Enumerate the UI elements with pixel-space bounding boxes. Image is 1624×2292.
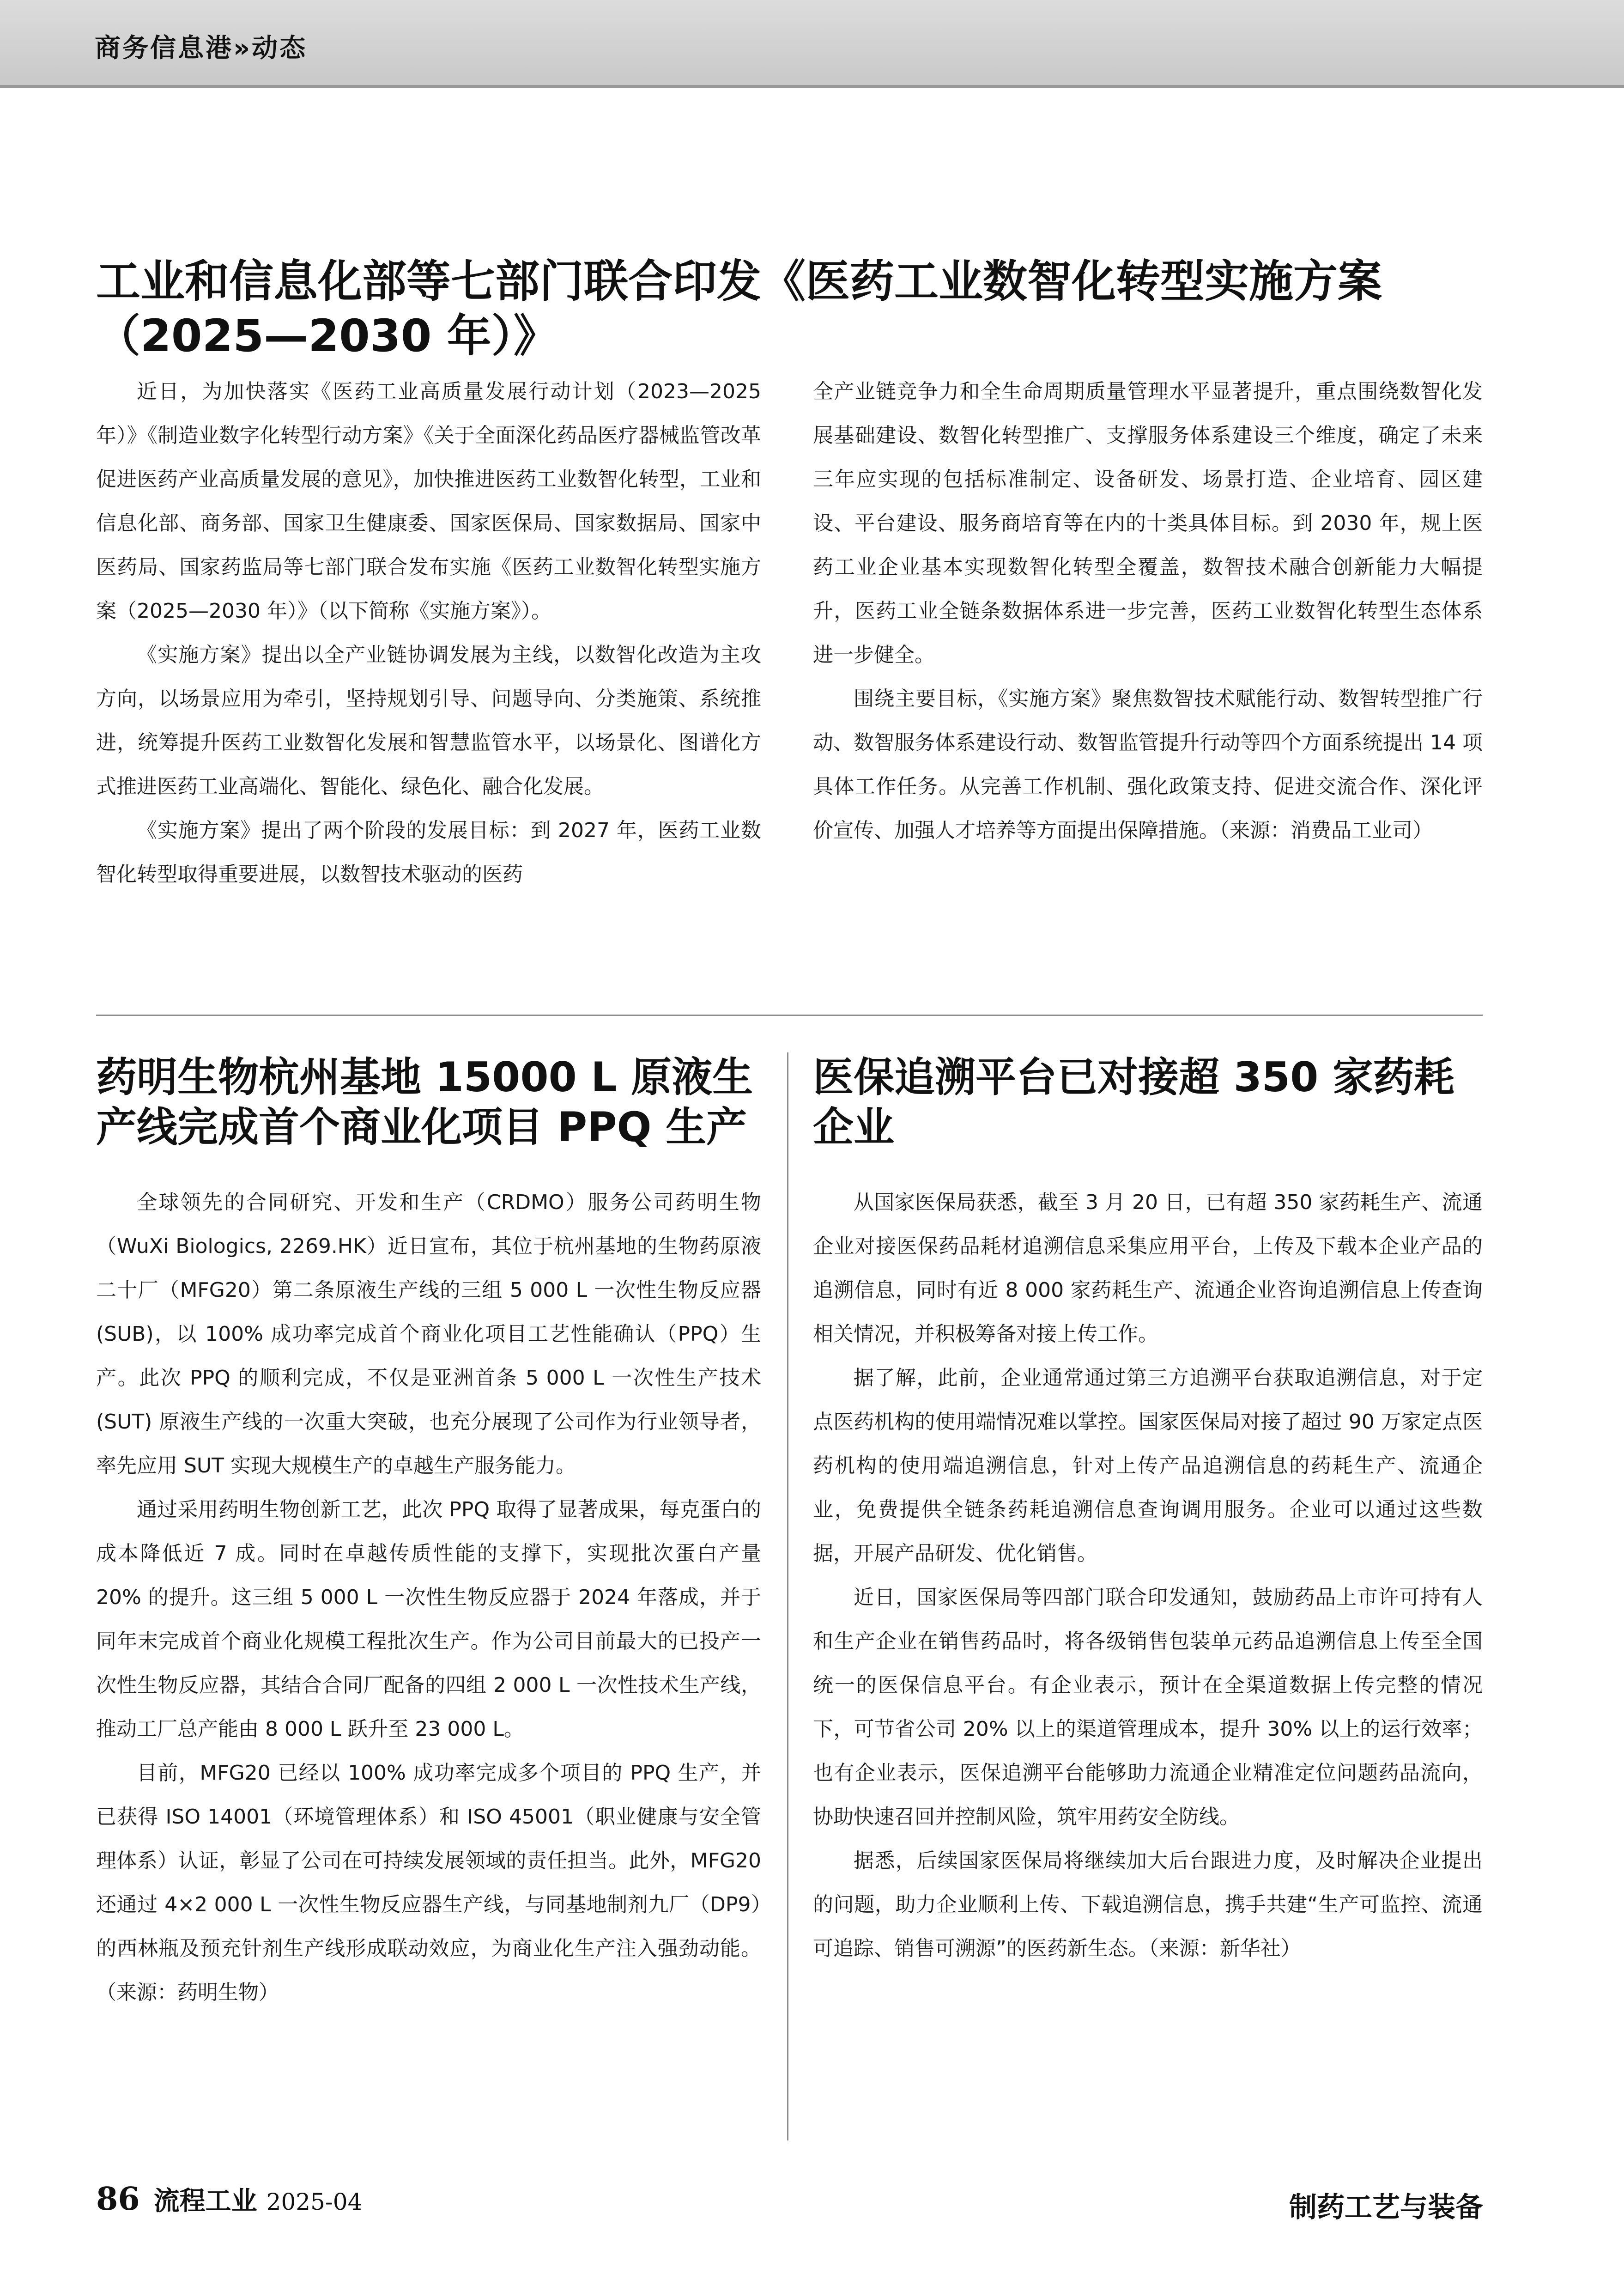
article1-right-column: [813, 370, 1483, 852]
article2-body: [96, 1180, 761, 2014]
footer-left: [96, 2181, 362, 2218]
paragraph: 全球领先的合同研究、开发和生产（CRDMO）服务公司药明生物（WuXi Biologics, 2269.HK）近日宣布，其位于杭州基地的生物药原液二十厂（MFG20）第二条原液生产线的三组 5 000 L 一次性生物反应器 (SUB)，以 100% 成功率完成首个商业化项目工艺性能确认（PPQ）生产。此次 PPQ 的顺利完成，不仅是亚洲首条 5 000 L 一次性生产技术 (SUT) 原液生产线的一次重大突破，也充分展现了公司作为行业领导者，率先应用 SUT 实现大规模生产的卓越生产服务能力。: [96, 1191, 761, 1477]
section-divider: [96, 1015, 1483, 1016]
article3-title: 医保追溯平台已对接超 350 家药耗企业: [813, 1053, 1454, 1151]
paragraph: 围绕主要目标，《实施方案》聚焦数智技术赋能行动、数智转型推广行动、数智服务体系建设行动、数智监管提升行动等四个方面系统提出 14 项具体工作任务。从完善工作机制、强化政策支持、促进交流合作、深化评价宣传、加强人才培养等方面提出保障措施。（来源：消费品工业司）: [813, 687, 1483, 842]
paragraph: 通过采用药明生物创新工艺，此次 PPQ 取得了显著成果，每克蛋白的成本降低近 7 成。同时在卓越传质性能的支撑下，实现批次蛋白产量 20% 的提升。这三组 5 000 L 一次性生物反应器于 2024 年落成，并于同年末完成首个商业化规模工程批次生产。作为公司目前最大的已投产一次性生物反应器，其结合合同厂配备的四组 2 000 L 一次性技术生产线，推动工厂总产能由 8 000 L 跃升至 23 000 L。: [96, 1498, 761, 1741]
paragraph: 近日，国家医保局等四部门联合印发通知，鼓励药品上市许可持有人和生产企业在销售药品时，将各级销售包装单元药品追溯信息上传至全国统一的医保信息平台。有企业表示，预计在全渠道数据上传完整的情况下，可节省公司 20% 以上的渠道管理成本，提升 30% 以上的运行效率；也有企业表示，医保追溯平台能够助力流通企业精准定位问题药品流向，协助快速召回并控制风险，筑牢用药安全防线。: [813, 1586, 1483, 1829]
page-number: 86: [96, 2181, 140, 2218]
paragraph: 目前，MFG20 已经以 100% 成功率完成多个项目的 PPQ 生产，并已获得 ISO 14001（环境管理体系）和 ISO 45001（职业健康与安全管理体系）认证，彰显了公司在可持续发展领域的责任担当。此外，MFG20 还通过 4×2 000 L 一次性生物反应器生产线，与同基地制剂九厂（DP9）的西林瓶及预充针剂生产线形成联动效应，为商业化生产注入强劲动能。（来源：药明生物）: [96, 1761, 761, 2004]
article1-title: 工业和信息化部等七部门联合印发《医药工业数智化转型实施方案（2025—2030 年）》: [96, 255, 1382, 362]
article2-title: 药明生物杭州基地 15000 L 原液生产线完成首个商业化项目 PPQ 生产: [96, 1053, 753, 1151]
section-label: 商务信息港»动态: [95, 33, 308, 63]
paragraph: 《实施方案》提出了两个阶段的发展目标：到 2027 年，医药工业数智化转型取得重要进展，以数智技术驱动的医药: [96, 819, 761, 886]
paragraph: 据了解，此前，企业通常通过第三方追溯平台获取追溯信息，对于定点医药机构的使用端情况难以掌控。国家医保局对接了超过 90 万家定点医药机构的使用端追溯信息，针对上传产品追溯信息的药耗生产、流通企业，免费提供全链条药耗追溯信息查询调用服务。企业可以通过这些数据，开展产品研发、优化销售。: [813, 1366, 1483, 1565]
footer-column-name: 制药工艺与装备: [1289, 2191, 1483, 2224]
paragraph: 近日，为加快落实《医药工业高质量发展行动计划（2023—2025 年）》《制造业数字化转型行动方案》《关于全面深化药品医疗器械监管改革促进医药产业高质量发展的意见》，加快推进医药工业数智化转型，工业和信息化部、商务部、国家卫生健康委、国家医保局、国家数据局、国家中医药局、国家药监局等七部门联合发布实施《医药工业数智化转型实施方案（2025—2030 年）》（以下简称《实施方案》）。: [96, 380, 761, 623]
paragraph: 全产业链竞争力和全生命周期质量管理水平显著提升，重点围绕数智化发展基础建设、数智化转型推广、支撑服务体系建设三个维度，确定了未来三年应实现的包括标准制定、设备研发、场景打造、企业培育、园区建设、平台建设、服务商培育等在内的十类具体目标。到 2030 年，规上医药工业企业基本实现数智化转型全覆盖，数智技术融合创新能力大幅提升，医药工业全链条数据体系进一步完善，医药工业数智化转型生态体系进一步健全。: [813, 380, 1483, 667]
paragraph: 据悉，后续国家医保局将继续加大后台跟进力度，及时解决企业提出的问题，助力企业顺利上传、下载追溯信息，携手共建“生产可监控、流通可追踪、销售可溯源”的医药新生态。（来源：新华社）: [813, 1849, 1483, 1960]
journal-name: 流程工业: [153, 2186, 257, 2216]
issue-number: 2025-04: [266, 2189, 363, 2215]
article3-body: [813, 1180, 1483, 1970]
article1-left-column: [96, 370, 761, 896]
paragraph: 《实施方案》提出以全产业链协调发展为主线，以数智化改造为主攻方向，以场景应用为牵引，坚持规划引导、问题导向、分类施策、系统推进，统筹提升医药工业数智化发展和智慧监管水平，以场景化、图谱化方式推进医药工业高端化、智能化、绿色化、融合化发展。: [96, 643, 761, 798]
paragraph: 从国家医保局获悉，截至 3 月 20 日，已有超 350 家药耗生产、流通企业对接医保药品耗材追溯信息采集应用平台，上传及下载本企业产品的追溯信息，同时有近 8 000 家药耗生产、流通企业咨询追溯信息上传查询相关情况，并积极筹备对接上传工作。: [813, 1191, 1483, 1346]
column-divider: [787, 1052, 788, 2140]
